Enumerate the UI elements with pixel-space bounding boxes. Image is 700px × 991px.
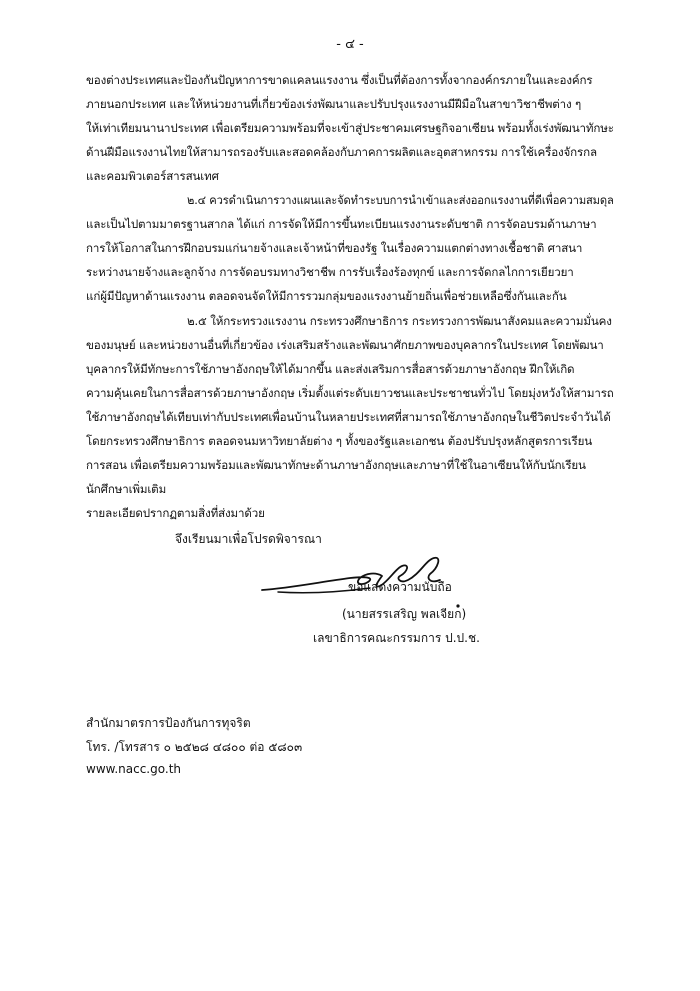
paragraph-line: นักศึกษาเพิ่มเติม [86, 482, 167, 496]
footer-phone: โทร. /โทรสาร ๐ ๒๕๒๘ ๔๘๐๐ ต่อ ๕๘๐๓ [86, 740, 303, 754]
paragraph-line: ใช้ภาษาอังกฤษได้เทียบเท่ากับประเทศเพื่อนบ้านในหลายประเทศที่สามารถใช้ภาษาอังกฤษในชีวิตประจำวันได้ [86, 410, 611, 424]
page-number: - ๔ - [336, 37, 364, 52]
paragraph-line: ให้เท่าเทียมนานาประเทศ เพื่อเตรียมความพร้อมที่จะเข้าสู่ประชาคมเศรษฐกิจอาเซียน พร้อมทั้งเร่งพัฒนาทักษะ [86, 121, 614, 135]
paragraph-line: ความคุ้นเคยในการสื่อสารด้วยภาษาอังกฤษ เริ่มตั้งแต่ระดับเยาวชนและประชาชนทั่วไป โดยมุ่งหวังให้สามารถ [86, 386, 614, 400]
footer-office: สำนักมาตรการป้องกันการทุจริต [86, 716, 251, 730]
closing-line: ขอแสดงความนับถือ [348, 580, 452, 594]
paragraph-line: การสอน เพื่อเตรียมความพร้อมและพัฒนาทักษะด้านภาษาอังกฤษและภาษาที่ใช้ในอาเซียนให้กับนักเรียน [86, 458, 586, 472]
request-line: จึงเรียนมาเพื่อโปรดพิจารณา [175, 532, 322, 546]
paragraph-line: ของมนุษย์ และหน่วยงานอื่นที่เกี่ยวข้อง เร่งเสริมสร้างและพัฒนาศักยภาพของบุคลากรในประเทศ โดยพัฒนา [86, 338, 604, 352]
paragraph-line: ระหว่างนายจ้างและลูกจ้าง การจัดอบรมทางวิชาชีพ การรับเรื่องร้องทุกข์ และการจัดกลไกการเยียวยา [86, 265, 574, 279]
paragraph-line: แก่ผู้มีปัญหาด้านแรงงาน ตลอดจนจัดให้มีการรวมกลุ่มของแรงงานย้ายถิ่นเพื่อช่วยเหลือซึ่งกันและกัน [86, 289, 567, 303]
footer-website: www.nacc.go.th [86, 762, 181, 776]
paragraph-line: ของต่างประเทศและป้องกันปัญหาการขาดแคลนแรงงาน ซึ่งเป็นที่ต้องการทั้งจากองค์กรภายในและองค์กร [86, 73, 593, 87]
signer-title: เลขาธิการคณะกรรมการ ป.ป.ช. [313, 631, 480, 645]
paragraph-line: โดยกระทรวงศึกษาธิการ ตลอดจนมหาวิทยาลัยต่าง ๆ ทั้งของรัฐและเอกชน ต้องปรับปรุงหลักสูตรการเรียน [86, 434, 593, 448]
details-line: รายละเอียดปรากฏตามสิ่งที่ส่งมาด้วย [86, 506, 265, 520]
paragraph-line: ด้านฝีมือแรงงานไทยให้สามารถรองรับและสอดคล้องกับภาคการผลิตและอุตสาหกรรม การใช้เครื่องจักรกล [86, 145, 597, 159]
paragraph-line: ภายนอกประเทศ และให้หน่วยงานที่เกี่ยวข้องเร่งพัฒนาและปรับปรุงแรงงานมีฝีมือในสาขาวิชาชีพต่าง ๆ [86, 97, 582, 111]
paragraph-line: ๒.๕ ให้กระทรวงแรงงาน กระทรวงศึกษาธิการ กระทรวงการพัฒนาสังคมและความมั่นคง [187, 314, 612, 328]
signer-name: (นายสรรเสริญ พลเจียก) [342, 607, 467, 621]
paragraph-line: บุคลากรให้มีทักษะการใช้ภาษาอังกฤษให้ได้มากขึ้น และส่งเสริมการสื่อสารด้วยภาษาอังกฤษ ฝึกให้เกิด [86, 362, 575, 376]
paragraph-line: และคอมพิวเตอร์สารสนเทศ [86, 169, 219, 183]
paragraph-line: และเป็นไปตามมาตรฐานสากล ได้แก่ การจัดให้มีการขึ้นทะเบียนแรงงานระดับชาติ การจัดอบรมด้านภาษา [86, 217, 597, 231]
paragraph-line: ๒.๔ ควรดำเนินการวางแผนและจัดทำระบบการนำเข้าและส่งออกแรงงานที่ดีเพื่อความสมดุล [187, 193, 614, 207]
paragraph-line: การให้โอกาสในการฝึกอบรมแก่นายจ้างและเจ้าหน้าที่ของรัฐ ในเรื่องความแตกต่างทางเชื้อชาติ ศาสนา [86, 241, 583, 255]
